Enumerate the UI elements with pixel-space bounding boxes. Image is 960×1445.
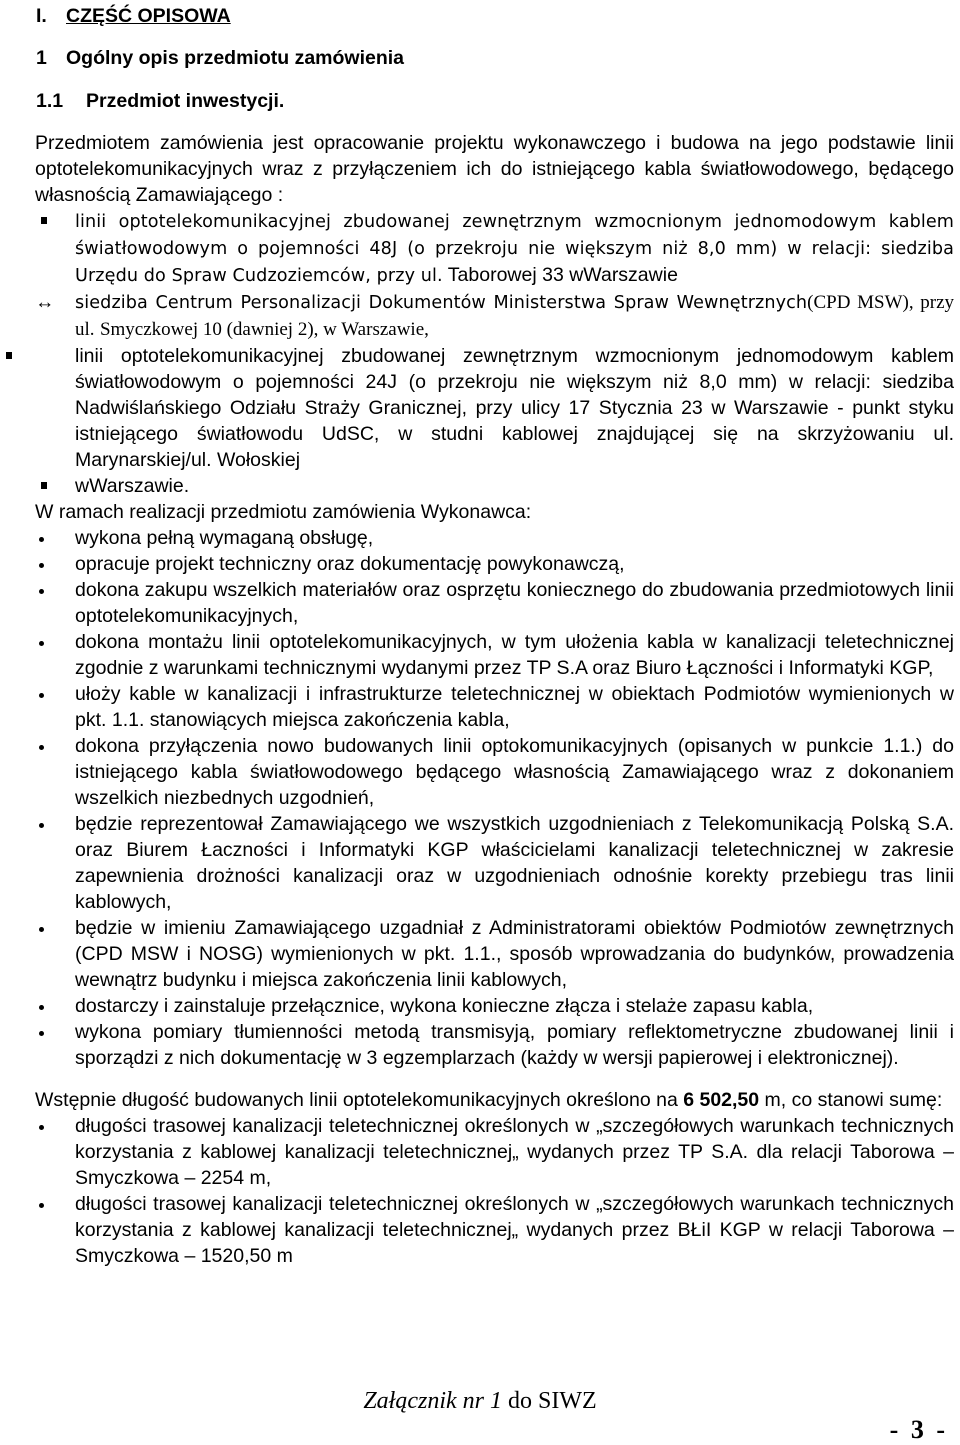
line-item-48j-destination: siedziba Centrum Personalizacji Dokumentów Ministerstwa Spraw Wewnętrznych — [75, 293, 808, 313]
line-item-city-text: wWarszawie. — [75, 475, 190, 497]
line-item-48j-text: linii optotelekomunikacyjnej zbudowanej zewnętrznym wzmocnionym jednomodowym kablem światłowodowym o pojemności 48J (o przekroju nie większym niż 8,0 mm) w relacji: siedziba Urzędu do Spraw Cudzoziemców, przy ul. — [75, 212, 954, 286]
page-number: - 3 - — [889, 1415, 948, 1444]
line-item-24j-text: linii optotelekomunikacyjnej zbudowanej zewnętrznym wzmocnionym jednomodowym kablem światłowodowym o pojemności 24J (o przekroju nie większym niż 8,0 mm) w relacji: siedziba Nadwiślańskiego Odziału Straży Granicznej, przy ulicy 17 Stycznia 23 w Warszawie - punkt styku istniejącego światłowodu UdSC, w studni kablowej znajdującej się na skrzyżowaniu ul. Marynarskiej/ul. Wołoskiej — [75, 345, 954, 471]
scope-item: wykona pomiary tłumienności metodą transmisyją, pomiary reflektometryczne zbudowanej linii i sporządzi z nich dokumentację w 3 egzemplarzach (każdy w wersji papierowej i elektronicznej). — [35, 1019, 954, 1071]
total-length-value: 6 502,50 — [683, 1089, 760, 1111]
section-title: Ogólny opis przedmiotu zamówienia — [66, 47, 405, 69]
scope-item: wykona pełną wymaganą obsługę, — [35, 525, 954, 551]
document-body — [35, 130, 954, 1269]
scope-item: dokona zakupu wszelkich materiałów oraz osprzętu koniecznego do zbudowania przedmiotowych linii optotelekomunikacyjnych, — [35, 577, 954, 629]
line-item-48j — [35, 208, 954, 343]
section-number: 1 — [36, 47, 47, 69]
scope-item: ułoży kable w kanalizacji i infrastrukturze teletechnicznej w obiektach Podmiotów wymienionych w pkt. 1.1. stanowiących miejsca zakończenia kabla, — [35, 681, 954, 733]
line-item-48j-cpd: (CPD MSW), przy ul. — [75, 292, 954, 340]
chapter-heading — [36, 3, 231, 29]
subsection-heading — [36, 88, 284, 114]
scope-item: dostarczy i zainstaluje przełącznice, wykona konieczne złącza i stelaże zapasu kabla, — [35, 993, 954, 1019]
footer-attachment-label: Załącznik nr 1 do SIWZ — [363, 1388, 597, 1414]
subsection-title: Przedmiot inwestycji. — [86, 90, 285, 112]
chapter-title: CZĘŚĆ OPISOWA — [66, 5, 231, 27]
line-item-24j — [35, 343, 954, 473]
intro-paragraph: Przedmiotem zamówienia jest opracowanie projektu wykonawczego i budowa na jego podstawie linii optotelekomunikacyjnych wraz z przyłączeniem ich do istniejącego kabla światłowodowego, będącego własnością Zamawiającego : — [35, 132, 954, 206]
line-item-48j-address: Taborowej 33 wWarszawie — [447, 264, 678, 286]
scope-item: będzie w imieniu Zamawiającego uzgadniał z Administratorami obiektów Podmiotów zewnętrznych (CPD MSW i NOSG) wymienionych w pkt. 1.1., sposób wprowadzania do budynków, prowadzenia wewnątrz budynku i miejsca zakończenia linii kablowych, — [35, 915, 954, 993]
subsection-number: 1.1 — [36, 90, 64, 112]
line-item-city — [35, 473, 954, 499]
spacer — [35, 1071, 954, 1087]
scope-item: będzie reprezentował Zamawiającego we wszystkich uzgodnieniach z Telekomunikacją Polską S.A. oraz Biurem Łaczności i Informatyki KGP właścicielami kanalizacji teletechnicznej w zakresie zapewnienia drożności kanalizacji oraz w uzgodnieniach odnośnie korekty przebiegu tras linii kablowych, — [35, 811, 954, 915]
length-paragraph: Wstępnie długość budowanych linii optotelekomunikacyjnych określono na 6 502,50 m, co stanowi sumę: — [35, 1089, 943, 1111]
double-arrow-icon: ↔ — [35, 291, 55, 313]
scope-intro: W ramach realizacji przedmiotu zamówienia Wykonawca: — [35, 501, 532, 523]
scope-item: dokona montażu linii optotelekomunikacyjnych, w tym ułożenia kabla w kanalizacji teletechnicznej zgodnie z warunkami technicznymi wydanymi przez TP S.A oraz Biuro Łączności i Informatyki KGP, — [35, 629, 954, 681]
scope-item: dokona przyłączenia nowo budowanych linii optokomunikacyjnych (opisanych w punkcie 1.1.) do istniejącego kabla światłowodowego będącego własnością Zamawiającego wraz z dokonaniem wszelkich niezbednych uzgodnień, — [35, 733, 954, 811]
length-item: długości trasowej kanalizacji teletechnicznej określonych w „szczegółowych warunkach technicznych korzystania z kablowej kanalizacji teletechnicznej„ wydanych przez TP S.A. dla relacji Taborowa – Smyczkowa – 2254 m, — [35, 1113, 954, 1191]
length-item: długości trasowej kanalizacji teletechnicznej określonych w „szczegółowych warunkach technicznych korzystania z kablowej kanalizacji teletechnicznej„ wydanych przez BŁiI KGP w relacji Taborowa – Smyczkowa – 1520,50 m — [35, 1191, 954, 1269]
line-item-48j-street: Smyczkowej 10 (dawniej 2), w Warszawie, — [99, 319, 429, 340]
scope-item: opracuje projekt techniczny oraz dokumentację powykonawczą, — [35, 551, 954, 577]
section-heading — [36, 45, 404, 71]
chapter-number: I. — [36, 5, 47, 27]
